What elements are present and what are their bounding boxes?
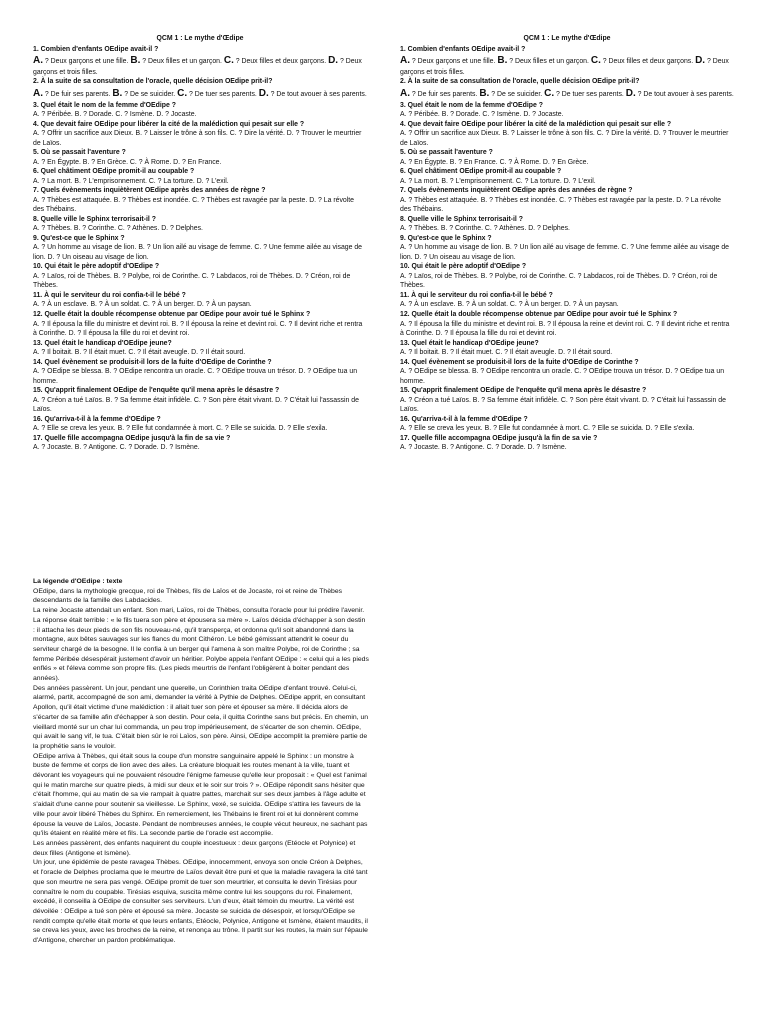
question-text: 5. Où se passait l'aventure ? [33,149,126,157]
option-text: ? Deux garçons et trois filles. [33,58,362,76]
story-paragraph: OEdipe arriva à Thèbes, qui était sous la coupe d'un monstre sanguinaire appelé le Sphinx : un monstre à buste de femme et corps de lion avec des ailes. La créature bloquait les routes menant à la ville, tuant et dévorant les voyageurs qui ne pouvaient résoudre l'énigme fameuse qu'elle leur proposait : « Quel est l'animal qui le matin marche sur quatre pieds, à midi sur deux et le soir sur trois ? ». OEdipe répondit sans hésiter que c'était l'homme, qui au matin de sa vie rampait à quatre pattes, marchait sur ses deux jambes à l'âge adulte et s'aidait d'une canne pour soutenir sa vieillesse. Le Sphinx, vexé, se suicida. OEdipe s'attira les faveurs de la ville pour avoir libéré Thèbes du Sphinx. En remerciement, les Thébains le firent roi et lui donnèrent comme épouse la veuve de Laïos, Jocaste. Pendant de nombreuses années, le couple vécut heureux, ne sachant pas qu'ils étaient en réalité mère et fils. La seconde partie de l'oracle est accomplie. [33,752,368,838]
option-letter: D. [625,87,636,99]
story-body [33,587,369,946]
option-text: ? Deux filles et deux garçons. [600,58,696,66]
option-letter: C. [544,87,555,99]
option-letter: B. [479,87,490,99]
answer-options [33,54,367,77]
story-title: La légende d'OEdipe : texte [33,578,123,585]
question-text: 16. Qu'arriva-t-il à la femme d'OEdipe ? [33,415,161,423]
question-text: 5. Où se passait l'aventure ? [400,149,493,157]
question-text: 7. Quels évènements inquiètèrent OEdipe après des années de règne ? [400,187,633,195]
answer-options: A. ? Jocaste. B. ? Antigone. C. ? Dorade. D. ? Ismène. [400,444,567,452]
answer-options: A. ? Offrir un sacrifice aux Dieux. B. ? Laisser le trône à son fils. C. ? Dire la vérité. D. ? Trouver le meurtrier de Laïos. [33,130,362,147]
option-letter: D. [328,55,339,67]
question-list [400,45,734,453]
question-text: 3. Quel était le nom de la femme d'OEdipe ? [33,101,176,109]
answer-options: A. ? Un homme au visage de lion. B. ? Un lion ailé au visage de femme. C. ? Une femme ailée au visage de lion. D. ? Un oiseau au visage de lion. [33,244,363,261]
answer-options: A. ? Un homme au visage de lion. B. ? Un lion ailé au visage de femme. C. ? Une femme ailée au visage de lion. D. ? Un oiseau au visage de lion. [400,244,730,261]
answer-options: A. ? OEdipe se blessa. B. ? OEdipe rencontra un oracle. C. ? OEdipe trouva un trésor. D. ? OEdipe tua un homme. [400,368,725,385]
question-text: 13. Quel était le handicap d'OEdipe jeune? [33,339,172,347]
question-text: 6. Quel châtiment OEdipe promit-il au coupable ? [33,168,195,176]
question-text: 4. Que devait faire OEdipe pour libérer la cité de la malédiction qui pesait sur elle ? [400,120,672,128]
question-text: 16. Qu'arriva-t-il à la femme d'OEdipe ? [400,415,528,423]
option-text: ? De tuer ses parents. [554,90,626,98]
option-letter: D. [695,55,706,67]
question-text: 9. Qu'est-ce que le Sphinx ? [33,234,125,242]
question-text: 14. Quel évènement se produisit-il lors de la fuite d'OEdipe de Corinthe ? [33,358,272,366]
question-text: 17. Quelle fille accompagna OEdipe jusqu'à la fin de sa vie ? [33,434,231,442]
question-text: 10. Qui était le père adoptif d'OEdipe ? [400,263,527,271]
option-letter: A. [400,55,410,67]
answer-options: A. ? En Égypte. B. ? En France. C. ? À Rome. D. ? En Grèce. [400,158,589,166]
option-text: ? De tuer ses parents. [187,90,259,98]
question-text: 12. Quelle était la double récompense obtenue par OEdipe pour avoir tué le Sphinx ? [33,311,311,318]
answer-options: A. ? Créon a tué Laïos. B. ? Sa femme était infidèle. C. ? Son père était vivant. D. ? C'était lui l'assassin de Laïos. [33,396,359,414]
answer-options: A. ? La mort. B. ? L'emprisonnement. C. ? La torture. D. ? L'exil. [400,177,596,185]
answer-options [400,87,734,101]
question-text: 10. Qui était le père adoptif d'OEdipe ? [33,263,160,271]
question-text: 12. Quelle était la double récompense obtenue par OEdipe pour avoir tué le Sphinx ? [400,311,678,318]
question-text: 11. À qui le serviteur du roi confia-t-il le bébé ? [400,291,553,299]
answer-options: A. ? Elle se creva les yeux. B. ? Elle fut condamnée à mort. C. ? Elle se suicida. D. ? Elle s'exila. [33,425,328,433]
question-text: 1. Combien d'enfants OEdipe avait-il ? [400,45,526,53]
question-text: 2. À la suite de sa consultation de l'oracle, quelle décision OEdipe prit-il? [400,78,640,86]
option-text: ? Deux garçons et une fille. [410,58,498,66]
answer-options: A. ? Péribée. B. ? Dorade. C. ? Ismène. D. ? Jocaste. [33,111,197,119]
question-text: 13. Quel était le handicap d'OEdipe jeune? [400,339,539,347]
question-text: 3. Quel était le nom de la femme d'OEdipe ? [400,101,543,109]
answer-options [33,87,367,101]
option-text: ? De tout avouer à ses parents. [635,90,734,98]
question-text: 8. Quelle ville le Sphinx terrorisait-il ? [400,215,523,223]
answer-options: A. ? Il épousa la fille du ministre et devint roi. B. ? Il épousa la reine et devint roi. C. ? Il devint riche et rentra à Corinthe. D. ? Il épousa la fille du roi et devint roi. [33,320,363,338]
answer-options: A. ? Jocaste. B. ? Antigone. C. ? Dorade. D. ? Ismène. [33,444,200,452]
option-letter: B. [497,55,508,67]
story-paragraph: Les années passèrent, des enfants naquirent du couple incestueux : deux garçons (Etéocle et Polynice) et deux filles (Antigone et Ismène). [33,839,356,857]
qcm-title: QCM 1 : Le mythe d'Œdipe [523,35,611,42]
answer-options: A. ? Créon a tué Laïos. B. ? Sa femme était infidèle. C. ? Son père était vivant. D. ? C'était lui l'assassin de Laïos. [400,396,726,414]
answer-options: A. ? La mort. B. ? L'emprisonnement. C. ? La torture. D. ? L'exil. [33,177,229,185]
story-paragraph: Un jour, une épidémie de peste ravagea Thèbes. OEdipe, innocemment, envoya son oncle Créon à Delphes, et l'oracle de Delphes proclama que le meurtre de Laïos devait être puni et que la maladie ravagera la cité tant que son meurtre ne sera pas vengé. OEdipe promit de tuer son meurtrier, et consulta le devin Tirésias pour connaître le nom du coupable. Tirésias esquiva, suscita même contre lui les soupçons du roi. Finalement, excédé, il conseilla à OEdipe de consulter ses serviteurs. L'un d'eux, était témoin du meurtre. La vérité est dévoilée : OEdipe a tué son père et épousé sa mère. Jocaste se suicida de désespoir, et lorsqu'OEdipe se rendit compte qu'elle était morte et que leurs enfants, Etéocle, Polynice, Antigone et Ismène, étaient maudits, il se creva les yeux, avec les broches de la reine, et renonça au trône. Il partit sur les routes, la main sur l'épaule d'Antigone, chercher un pardon problématique. [33,859,368,945]
option-letter: C. [177,87,188,99]
qcm-title: QCM 1 : Le mythe d'Œdipe [156,35,244,42]
story-paragraph: Des années passèrent. Un jour, pendant une querelle, un Corinthien traita OEdipe d'enfant trouvé. Celui-ci, alarmé, partit, accompagné de son ami, demander la vérité à Pythie de Delphes. OEdipe apprit, en consultant Apollon, qu'il était victime d'une malédiction : il allait tuer son père et épouser sa mère. Il décida alors de s'écarter de sa famille afin d'échapper à son destin. Pour cela, il quitta Corinthe sans but précis. En chemin, un vieillard monté sur un char lui commanda, un peu trop impérieusement, de s'écarter de son chemin. OEdipe, qui avait le sang vif, le tua. C'était bien sûr le roi Laïos, son père. Ainsi, OEdipe accomplit la première partie de la prophétie sans le vouloir. [33,684,369,750]
story-paragraph: OEdipe, dans la mythologie grecque, roi de Thèbes, fils de Laïos et de Jocaste, roi et reine de Thèbes descendants de la famille des Labdacides. [33,587,343,605]
option-text: ? De fuir ses parents. [410,90,480,98]
story-paragraph: La reine Jocaste attendait un enfant. Son mari, Laïos, roi de Thèbes, consulta l'oracle pour lui prédire l'avenir. La réponse était terrible : « le fils tuera son père et épousera sa mère ». Laïos décida d'échapper à son destin : il attacha les deux pieds de son fils nouveau-né, qu'il transperça, et ordonna qu'il soit abandonné dans la montagne, aux bêtes sauvages sur les flancs du mont Cithéron. Le bébé gémissant attendrit le coeur du serviteur chargé de la besogne. Il le confia à un berger qui l'amena à son maître Polybe, roi de Corinthe ; sa femme Péribée désespérait justement d'avoir un héritier. Polybe appela l'enfant OEdipe : « celui qui a les pieds enflés » et l'éleva comme son propre fils. (Les pieds meurtris de l'enfant l'obligèrent à boiter pendant des années). [33,607,369,683]
qcm-column-left [33,34,367,453]
option-letter: B. [112,87,123,99]
answer-options: A. ? Laïos, roi de Thèbes. B. ? Polybe, roi de Corinthe. C. ? Labdacos, roi de Thèbes. D. ? Créon, roi de Thèbes. [400,272,718,290]
option-text: ? De fuir ses parents. [43,90,113,98]
answer-options: A. ? À un esclave. B. ? À un soldat. C. ? À un berger. D. ? À un paysan. [400,301,619,309]
option-letter: B. [130,55,141,67]
qcm-column-right [400,34,734,453]
answer-options [400,54,734,77]
question-text: 4. Que devait faire OEdipe pour libérer la cité de la malédiction qui pesait sur elle ? [33,120,305,128]
question-text: 15. Qu'apprit finalement OEdipe de l'enquête qu'il mena après le désastre ? [33,387,280,395]
answer-options: A. ? À un esclave. B. ? À un soldat. C. ? À un berger. D. ? À un paysan. [33,301,252,309]
question-text: 6. Quel châtiment OEdipe promit-il au coupable ? [400,168,562,176]
answer-options: A. ? Il boitait. B. ? Il était muet. C. ? Il était aveugle. D. ? Il était sourd. [400,349,613,357]
question-text: 2. À la suite de sa consultation de l'oracle, quelle décision OEdipe prit-il? [33,78,273,86]
option-text: ? Deux filles et un garçon. [140,58,224,66]
answer-options: A. ? Offrir un sacrifice aux Dieux. B. ? Laisser le trône à son fils. C. ? Dire la vérité. D. ? Trouver le meurtrier de Laïos. [400,130,729,147]
option-letter: A. [400,87,410,99]
question-text: 17. Quelle fille accompagna OEdipe jusqu'à la fin de sa vie ? [400,434,598,442]
answer-options: A. ? OEdipe se blessa. B. ? OEdipe rencontra un oracle. C. ? OEdipe trouva un trésor. D. ? OEdipe tua un homme. [33,368,358,385]
option-text: ? De se suicider. [122,90,178,98]
question-text: 8. Quelle ville le Sphinx terrorisait-il ? [33,215,156,223]
option-letter: A. [33,55,43,67]
question-text: 1. Combien d'enfants OEdipe avait-il ? [33,45,159,53]
question-text: 11. À qui le serviteur du roi confia-t-il le bébé ? [33,291,186,299]
question-text: 14. Quel évènement se produisit-il lors de la fuite d'OEdipe de Corinthe ? [400,358,639,366]
question-text: 9. Qu'est-ce que le Sphinx ? [400,234,492,242]
answer-options: A. ? Péribée. B. ? Dorade. C. ? Ismène. D. ? Jocaste. [400,111,564,119]
answer-options: A. ? Laïos, roi de Thèbes. B. ? Polybe, roi de Corinthe. C. ? Labdacos, roi de Thèbes. D. ? Créon, roi de Thèbes. [33,272,351,290]
option-text: ? Deux filles et deux garçons. [233,58,329,66]
answer-options: A. ? En Égypte. B. ? En Grèce. C. ? À Rome. D. ? En France. [33,158,222,166]
option-text: ? Deux garçons et une fille. [43,58,131,66]
option-letter: C. [590,55,601,67]
answer-options: A. ? Thèbes est attaquée. B. ? Thèbes est inondée. C. ? Thèbes est ravagée par la peste. D. ? La révolte des Thébains. [400,196,722,214]
option-text: ? De tout avouer à ses parents. [268,90,367,98]
answer-options: A. ? Thèbes. B. ? Corinthe. C. ? Athènes. D. ? Delphes. [33,225,203,233]
answer-options: A. ? Elle se creva les yeux. B. ? Elle fut condamnée à mort. C. ? Elle se suicida. D. ? Elle s'exila. [400,425,695,433]
question-text: 15. Qu'apprit finalement OEdipe de l'enquête qu'il mena après le désastre ? [400,387,647,395]
option-letter: D. [258,87,269,99]
option-letter: C. [223,55,234,67]
option-text: ? Deux filles et un garçon. [507,58,591,66]
answer-options: A. ? Thèbes. B. ? Corinthe. C. ? Athènes. D. ? Delphes. [400,225,570,233]
answer-options: A. ? Il boitait. B. ? Il était muet. C. ? Il était aveugle. D. ? Il était sourd. [33,349,246,357]
option-text: ? Deux garçons et trois filles. [400,58,729,76]
question-list [33,45,367,453]
option-text: ? De se suicider. [489,90,545,98]
question-text: 7. Quels évènements inquiètèrent OEdipe après des années de règne ? [33,187,266,195]
story-section [33,577,369,946]
answer-options: A. ? Il épousa la fille du ministre et devint roi. B. ? Il épousa la reine et devint roi. C. ? Il devint riche et rentra à Corinthe. D. ? Il épousa la fille du roi et devint roi. [400,320,730,338]
option-letter: A. [33,87,43,99]
answer-options: A. ? Thèbes est attaquée. B. ? Thèbes est inondée. C. ? Thèbes est ravagée par la peste. D. ? La révolte des Thébains. [33,196,355,214]
